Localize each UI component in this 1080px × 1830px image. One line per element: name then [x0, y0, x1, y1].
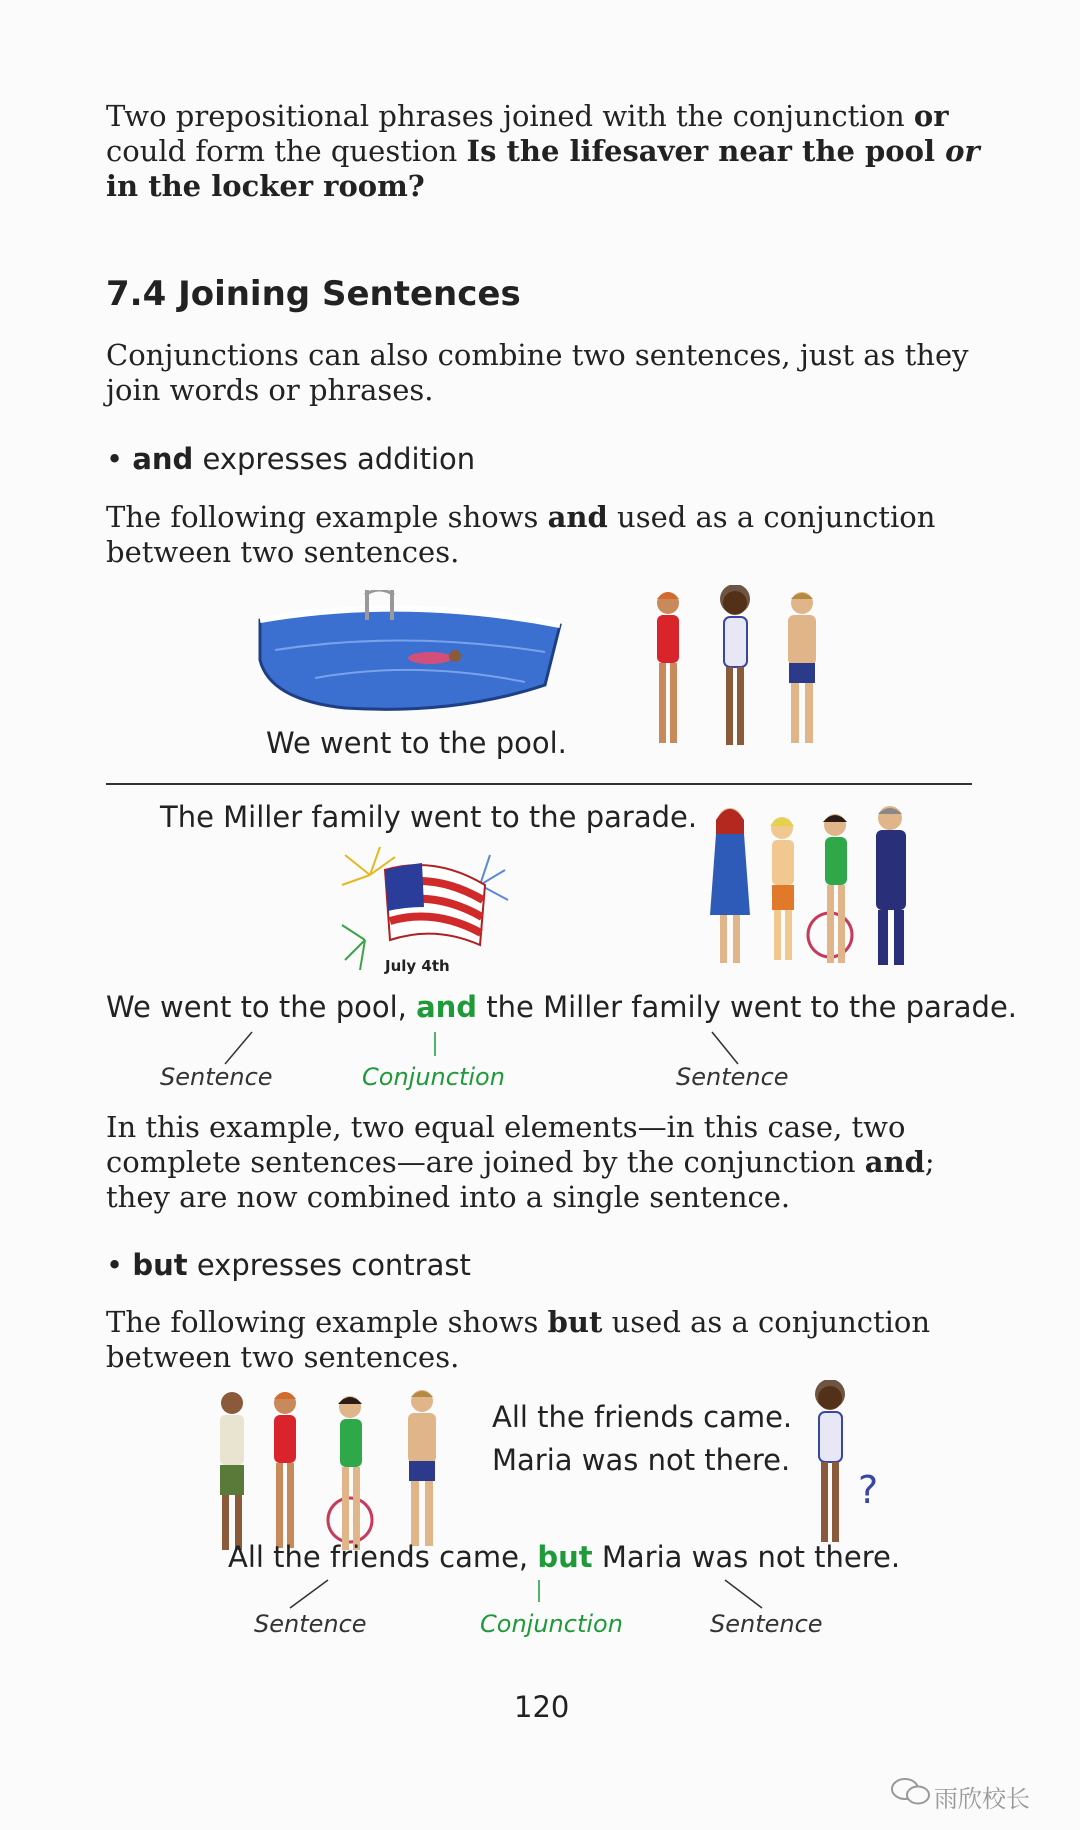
para-and	[106, 500, 986, 570]
three-people-illustration	[640, 585, 840, 760]
intro-question-part2: in the locker room?	[106, 169, 425, 203]
section-heading: 7.4 Joining Sentences	[106, 274, 521, 314]
label-sentence-left-but: Sentence	[254, 1610, 367, 1638]
intro-paragraph	[106, 99, 986, 204]
example-but-sentence2: Maria was not there.	[592, 1540, 901, 1574]
watermark-text: 雨欣校长	[934, 1785, 1030, 1813]
pool-caption: We went to the pool.	[266, 726, 567, 760]
example-but-sentence1: All the friends came,	[228, 1540, 538, 1574]
parade-caption: The Miller family went to the parade.	[160, 800, 698, 834]
intro-bold-or: or	[913, 99, 949, 133]
friends-line2: Maria was not there.	[492, 1443, 791, 1477]
label-sentence-right-and: Sentence	[676, 1063, 789, 1091]
para-explain-word: and	[864, 1145, 925, 1179]
four-friends-illustration	[210, 1385, 460, 1560]
label-conjunction-but: Conjunction	[480, 1610, 623, 1638]
para-explain	[106, 1110, 986, 1215]
para-but	[106, 1305, 986, 1375]
example-sentence-and	[106, 990, 1017, 1024]
example-and-sentence2: the Miller family went to the parade.	[477, 990, 1018, 1024]
pool-illustration	[255, 590, 565, 720]
bullet-and-text: expresses addition	[193, 442, 476, 476]
label-sentence-left-and: Sentence	[160, 1063, 273, 1091]
example-sentence-but	[228, 1540, 900, 1574]
para-explain-pre: In this example, two equal elements—in this case, two complete sentences—are joined by the conjunction	[106, 1110, 906, 1179]
bullet-and	[106, 442, 475, 476]
bullet-but-text: expresses contrast	[187, 1248, 471, 1282]
flag-fireworks-illustration	[340, 845, 510, 975]
bullet-and-word: and	[132, 442, 194, 476]
intro-text-tail: could form the question	[106, 134, 467, 168]
wechat-icon	[890, 1777, 932, 1807]
example-and-conjunction: and	[416, 990, 478, 1024]
divider-line	[106, 783, 972, 785]
bullet-but-word: but	[132, 1248, 188, 1282]
para-but-pre: The following example shows	[106, 1305, 548, 1339]
intro-question-or: or	[945, 134, 980, 168]
miller-family-illustration	[700, 800, 935, 975]
intro-text: Two prepositional phrases joined with the conjunction	[106, 99, 914, 133]
bullet-dot: •	[106, 442, 133, 476]
page-number: 120	[514, 1690, 570, 1724]
bullet-but	[106, 1248, 471, 1282]
question-mark: ?	[858, 1468, 879, 1512]
bullet-dot: •	[106, 1248, 133, 1282]
label-sentence-right-but: Sentence	[710, 1610, 823, 1638]
flag-banner-text: July 4th	[385, 957, 450, 975]
para-but-word: but	[547, 1305, 603, 1339]
para-explain-post: ; they are now combined into a single sentence.	[106, 1145, 935, 1214]
para-and-word: and	[547, 500, 608, 534]
para-and-pre: The following example shows	[106, 500, 548, 534]
friends-line1: All the friends came.	[492, 1400, 793, 1434]
para-and-post: used as a conjunction between two sentences.	[106, 500, 936, 569]
para-join: Conjunctions can also combine two sentences, just as they join words or phrases.	[106, 338, 969, 407]
example-but-conjunction: but	[537, 1540, 593, 1574]
para-but-post: used as a conjunction between two sentences.	[106, 1305, 931, 1374]
intro-question-part1: Is the lifesaver near the pool	[466, 134, 946, 168]
example-and-sentence1: We went to the pool,	[106, 990, 417, 1024]
label-conjunction-and: Conjunction	[362, 1063, 505, 1091]
